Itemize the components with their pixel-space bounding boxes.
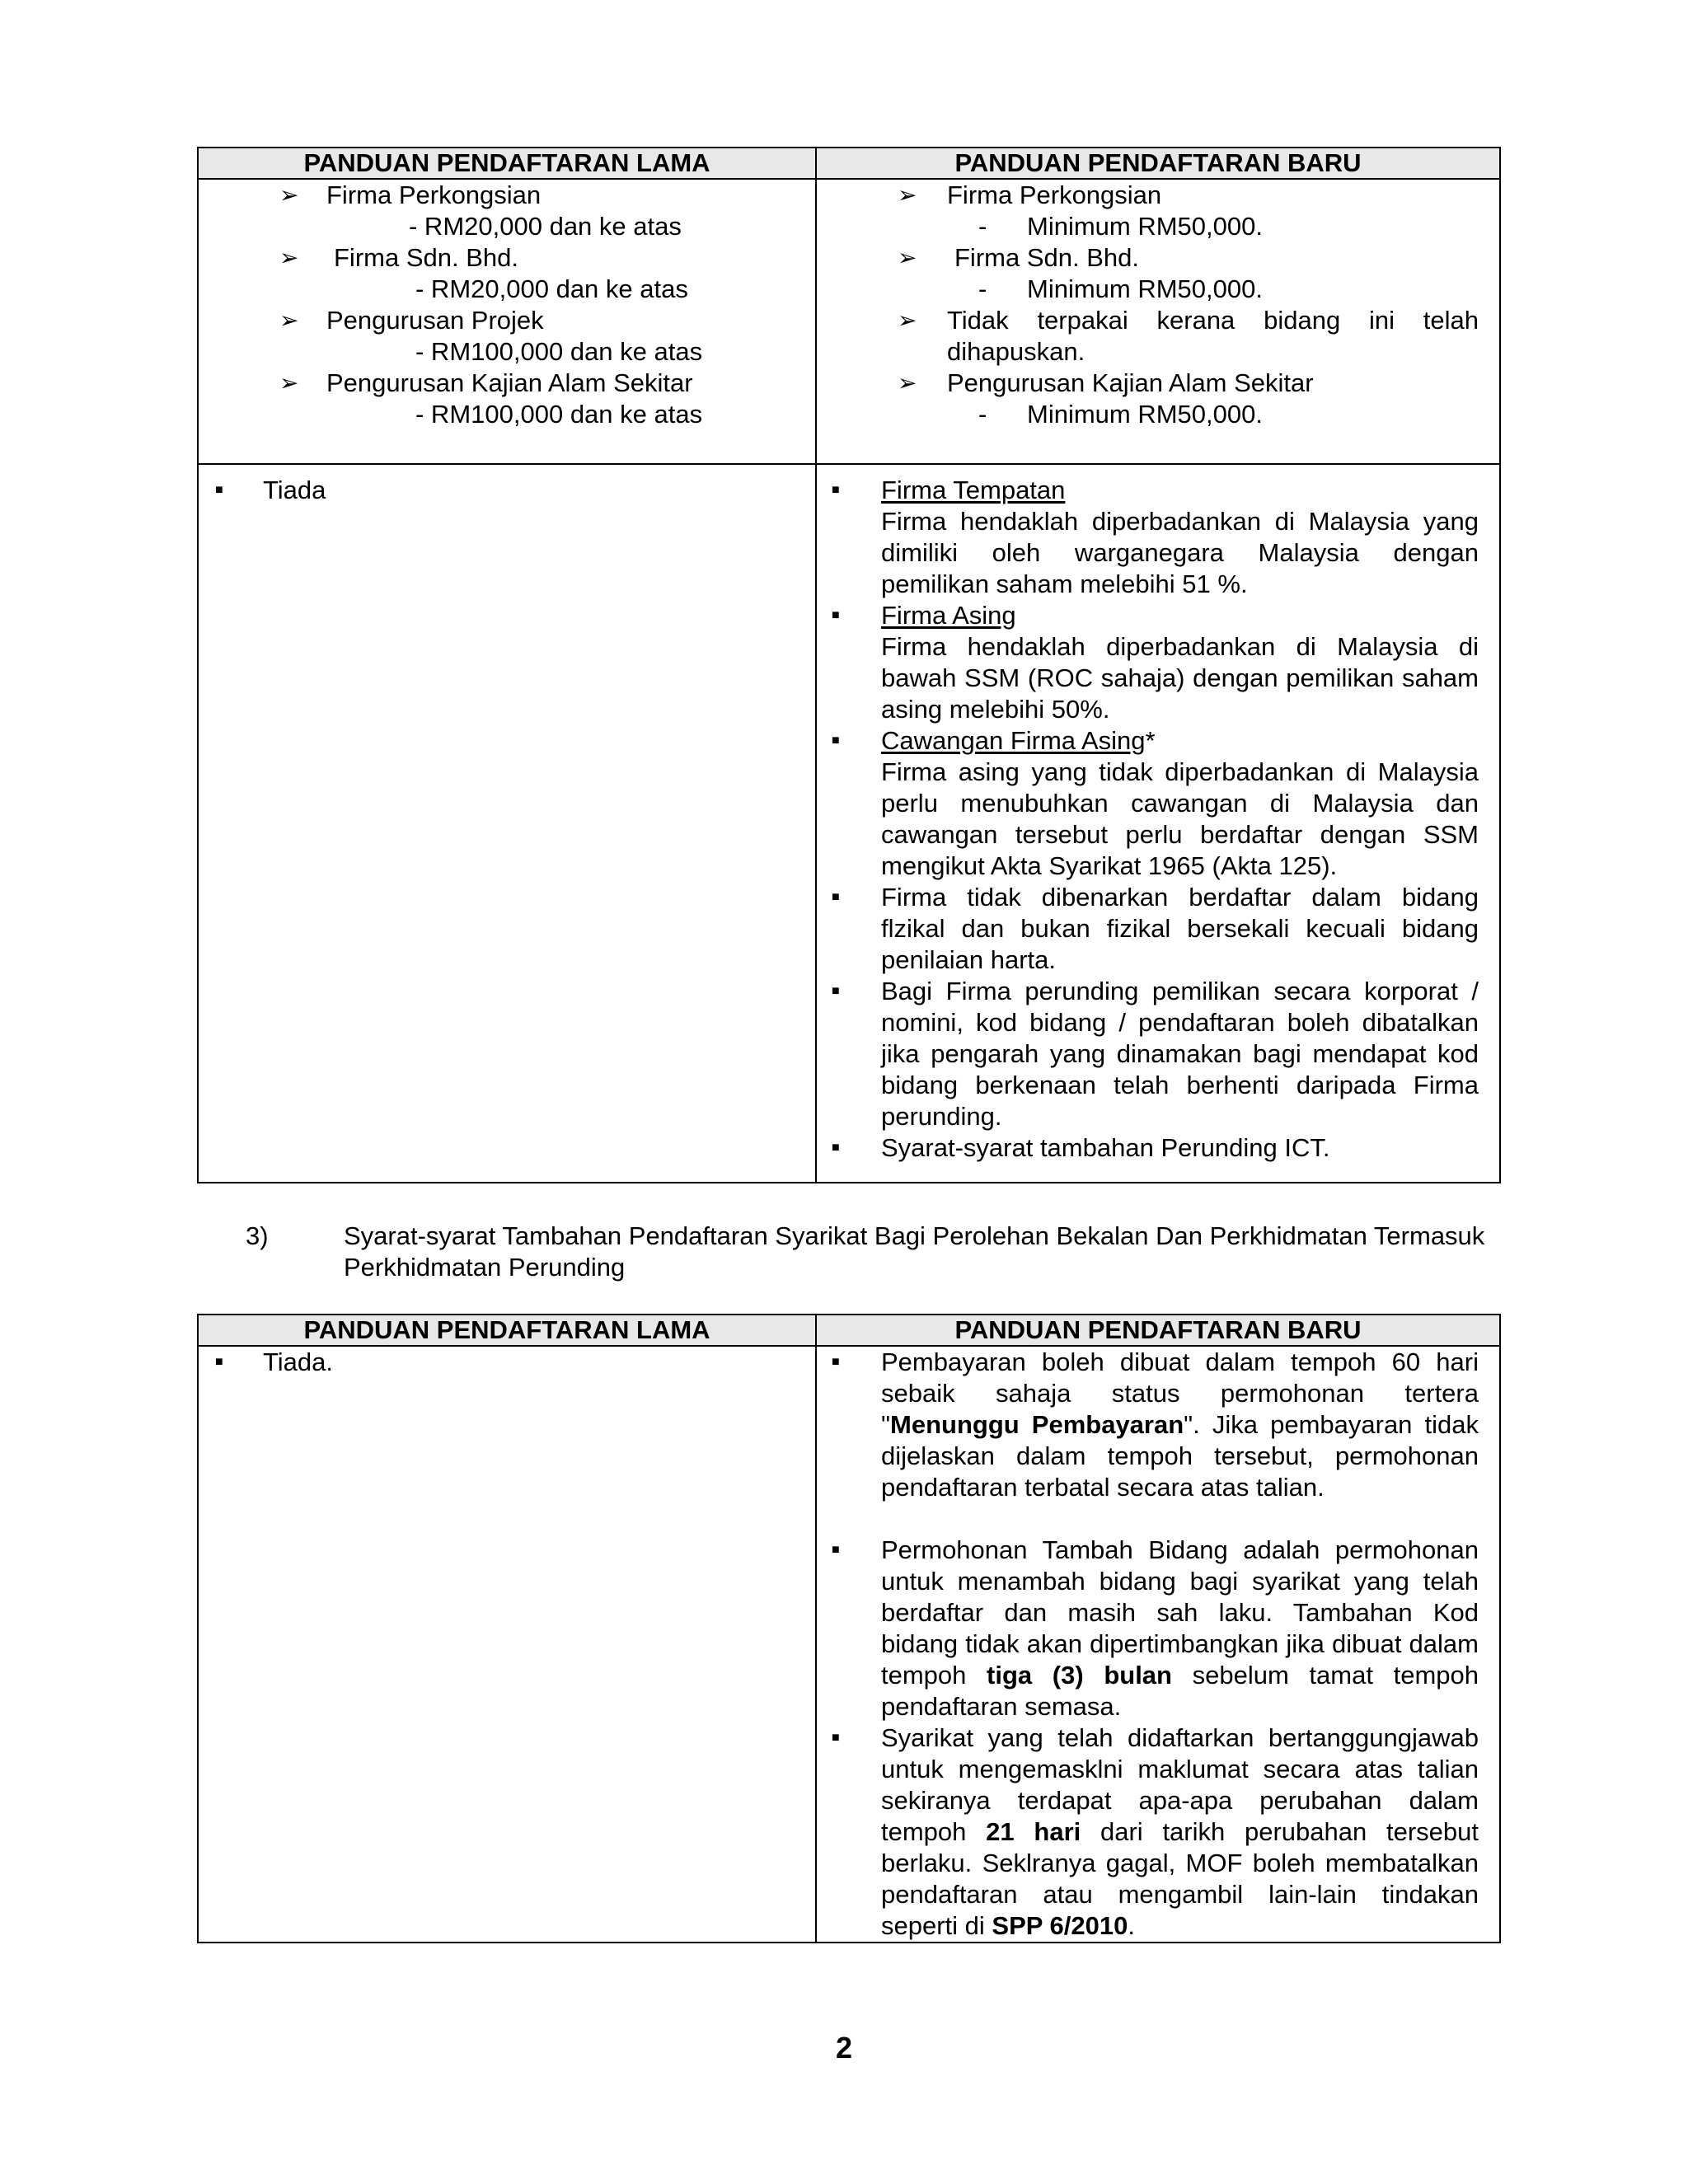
corporate-ownership-text: Bagi Firma perunding pemilikan secara korporat / nomini, kod bidang / pendaftaran boleh dibatalkan jika pengarah yang dinamakan bagi mendapat kod bidang berkenaan telah berhenti daripada Firma perunding. [881, 977, 1479, 1131]
new-item-label: Firma Perkongsian [947, 180, 1162, 209]
add-field-paragraph: Permohonan Tambah Bidang adalah permohonan untuk menambah bidang bagi syarikat yang telah berdaftar dan masih sah laku. Tambahan Kod bidang tidak akan dipertimbangkan jika dibuat dalam tempoh tiga (3) bulan sebelum tamat tempoh pendaftaran semasa. [881, 1535, 1479, 1721]
firm-foreign-text: Firma hendaklah diperbadankan di Malaysia di bawah SSM (ROC sahaja) dengan pemilikan saham asing melebihi 50%. [881, 632, 1479, 724]
foreign-branch-title: Cawangan Firma Asing [881, 726, 1146, 755]
arrow-bullet-icon: ➢ [279, 307, 299, 333]
old-item-detail: - RM100,000 dan ke atas [415, 400, 703, 429]
section-number: 3) [246, 1221, 269, 1250]
square-bullet-icon: ■ [832, 1355, 840, 1369]
old-item-label: Firma Sdn. Bhd. [334, 243, 518, 272]
square-bullet-icon: ■ [215, 483, 223, 497]
table1-row1-old-cell [198, 179, 816, 464]
arrow-bullet-icon: ➢ [279, 245, 299, 270]
arrow-bullet-icon: ➢ [898, 245, 917, 270]
table2-old-cell [198, 1346, 816, 1943]
old-item-label: Firma Perkongsian [326, 180, 542, 209]
section-title: Syarat-syarat Tambahan Pendaftaran Syarikat Bagi Perolehan Bekalan Dan Perkhidmatan Termasuk Perkhidmatan Perunding [344, 1221, 1485, 1282]
table2-new-cell [816, 1346, 1500, 1943]
asterisk-mark: * [1145, 726, 1156, 755]
table2-header-new: PANDUAN PENDAFTARAN BARU [816, 1315, 1500, 1346]
square-bullet-icon: ■ [832, 483, 840, 497]
firm-foreign-title: Firma Asing [881, 601, 1016, 630]
new-item-detail: Minimum RM50,000. [1027, 274, 1263, 303]
square-bullet-icon: ■ [832, 890, 840, 904]
firm-local-text: Firma hendaklah diperbadankan di Malaysia yang dimiliki oleh warganegara Malaysia dengan pemilikan saham melebihi 51 %. [881, 507, 1479, 598]
new-item-detail: Minimum RM50,000. [1027, 212, 1263, 241]
old-none-text: Tiada. [263, 1347, 334, 1376]
new-item-label: Firma Sdn. Bhd. [954, 243, 1139, 272]
old-item-detail: - RM20,000 dan ke atas [415, 274, 688, 303]
dash-marker: - [978, 400, 987, 429]
arrow-bullet-icon: ➢ [898, 307, 917, 333]
ict-requirement-text: Syarat-syarat tambahan Perunding ICT. [881, 1133, 1330, 1162]
new-item-text-line2: dihapuskan. [947, 337, 1085, 366]
comparison-table-2 [197, 1314, 1501, 1943]
square-bullet-icon: ■ [832, 733, 840, 748]
old-item-detail: - RM100,000 dan ke atas [415, 337, 703, 366]
table2-header-old: PANDUAN PENDAFTARAN LAMA [198, 1315, 816, 1346]
arrow-bullet-icon: ➢ [279, 182, 299, 208]
square-bullet-icon: ■ [832, 1731, 840, 1745]
firm-local-title: Firma Tempatan [881, 476, 1066, 504]
table1-header-new: PANDUAN PENDAFTARAN BARU [816, 148, 1500, 179]
payment-paragraph: Pembayaran boleh dibuat dalam tempoh 60 hari sebaik sahaja status permohonan tertera "Menunggu Pembayaran". Jika pembayaran tidak dijelaskan dalam tempoh tersebut, permohonan pendaftaran terbatal secara atas talian. [881, 1347, 1479, 1502]
new-item-text-line1: Tidak terpakai kerana bidang ini telah [947, 306, 1479, 335]
old-item-label: Pengurusan Kajian Alam Sekitar [326, 368, 693, 397]
old-none-text: Tiada [263, 476, 326, 504]
foreign-branch-text: Firma asing yang tidak diperbadankan di Malaysia perlu menubuhkan cawangan di Malaysia dan cawangan tersebut perlu berdaftar dengan SSM mengikut Akta Syarikat 1965 (Akta 125). [881, 757, 1479, 880]
update-info-paragraph: Syarikat yang telah didaftarkan bertanggungjawab untuk mengemasklni maklumat secara atas talian sekiranya terdapat apa-apa perubahan dalam tempoh 21 hari dari tarikh perubahan tersebut berlaku. Seklranya gagal, MOF boleh membatalkan pendaftaran atau mengambil lain-lain tindakan seperti di SPP 6/2010. [881, 1723, 1479, 1940]
no-mixed-field-text: Firma tidak dibenarkan berdaftar dalam bidang flzikal dan bukan fizikal bersekali kecuali bidang penilaian harta. [881, 883, 1479, 974]
square-bullet-icon: ■ [215, 1355, 223, 1369]
table1-row2-old-cell [198, 464, 816, 1183]
square-bullet-icon: ■ [832, 608, 840, 622]
new-item-label: Pengurusan Kajian Alam Sekitar [947, 368, 1314, 397]
table1-row2-new-cell [816, 464, 1500, 1183]
arrow-bullet-icon: ➢ [279, 370, 299, 396]
old-item-detail: - RM20,000 dan ke atas [409, 212, 682, 241]
dash-marker: - [978, 212, 987, 241]
arrow-bullet-icon: ➢ [898, 182, 917, 208]
table1-row1-new-cell [816, 179, 1500, 464]
new-item-detail: Minimum RM50,000. [1027, 400, 1263, 429]
old-item-label: Pengurusan Projek [326, 306, 544, 335]
square-bullet-icon: ■ [832, 1543, 840, 1557]
square-bullet-icon: ■ [832, 984, 840, 998]
table1-header-old: PANDUAN PENDAFTARAN LAMA [198, 148, 816, 179]
square-bullet-icon: ■ [832, 1141, 840, 1155]
comparison-table-1 [197, 147, 1501, 1183]
page-number: 2 [835, 2031, 853, 2064]
dash-marker: - [978, 274, 987, 303]
arrow-bullet-icon: ➢ [898, 370, 917, 396]
